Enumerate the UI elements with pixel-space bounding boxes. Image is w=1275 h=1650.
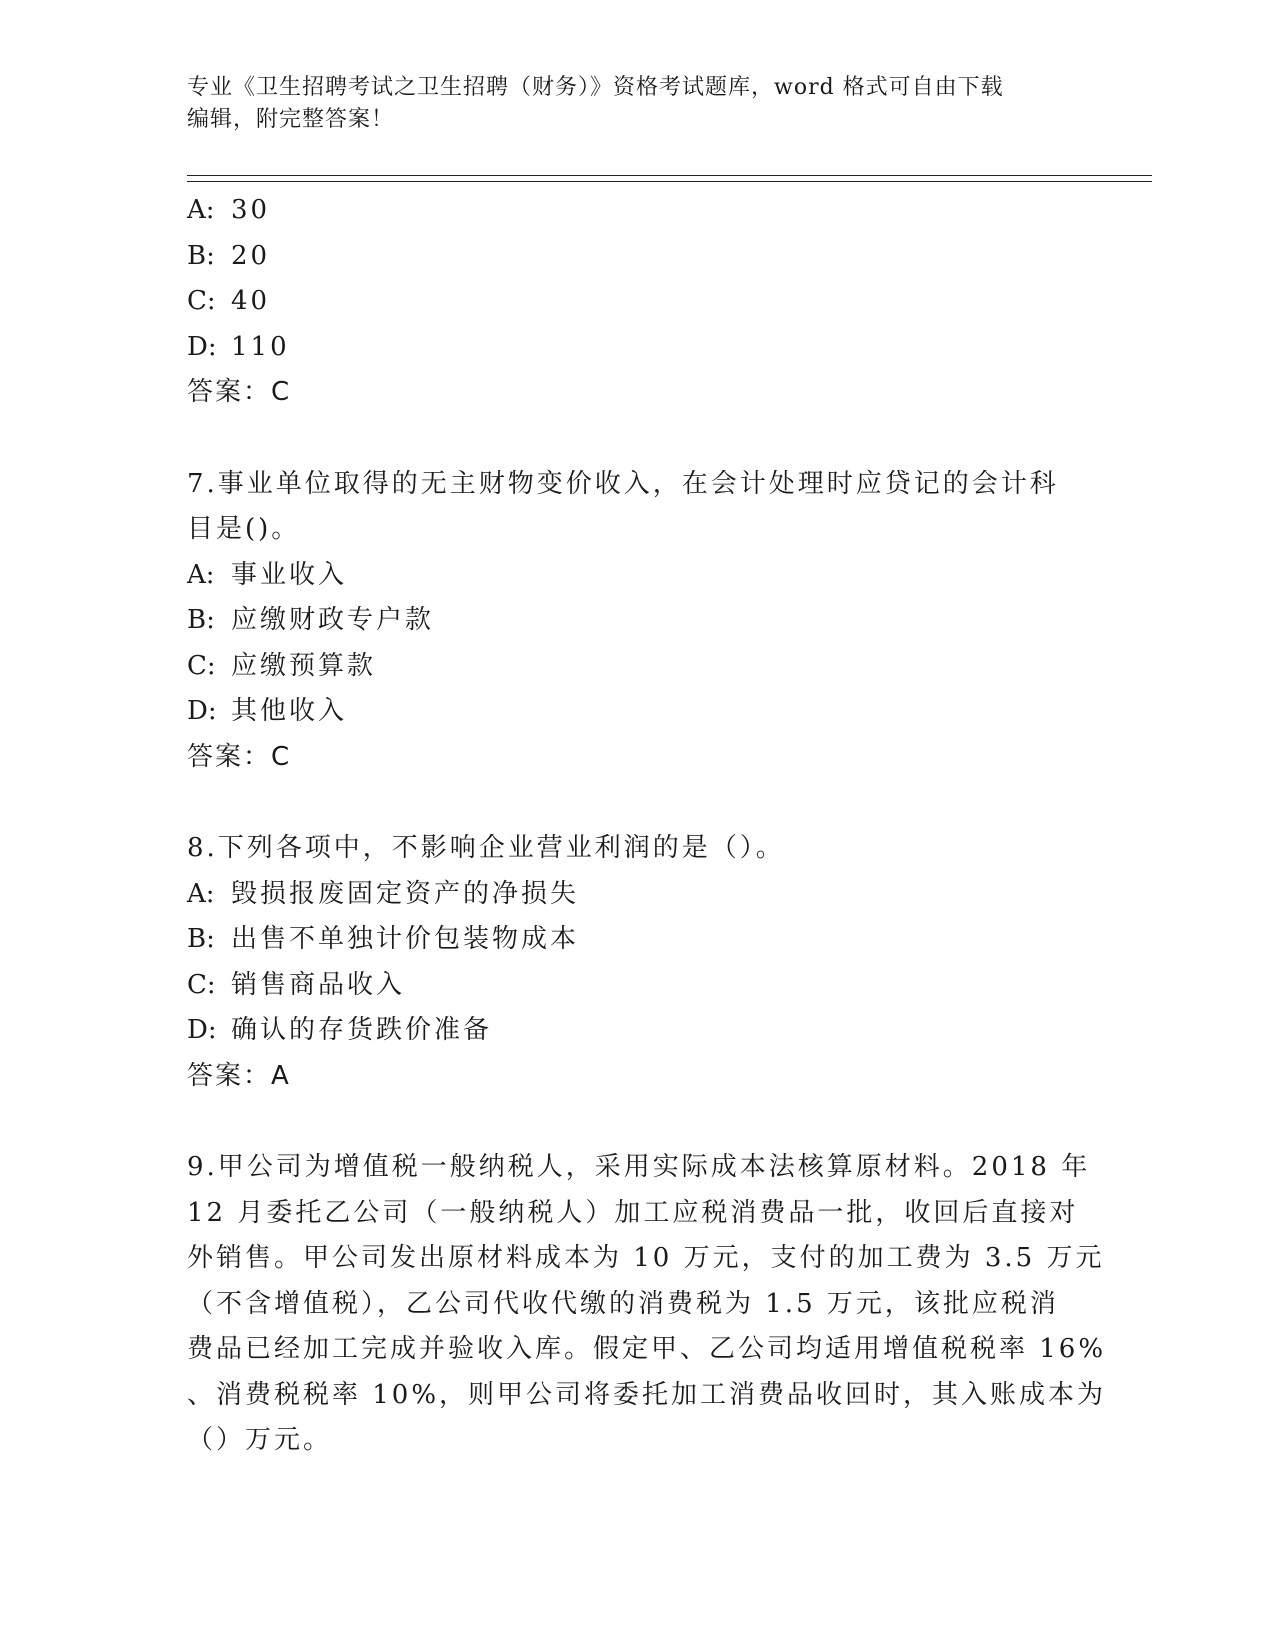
question-stem-line: 7.事业单位取得的无主财物变价收入，在会计处理时应贷记的会计科 <box>187 468 1059 499</box>
option-b <box>187 917 1087 963</box>
option-letter: C: <box>187 969 216 1000</box>
answer: 答案：C <box>187 377 292 407</box>
option-letter: B: <box>187 605 215 635</box>
option-a <box>187 553 1087 599</box>
option-b <box>187 234 1087 280</box>
spacer <box>187 780 1087 826</box>
option-letter: D: <box>187 1015 217 1045</box>
header-line-1: 专业《卫生招聘考试之卫生招聘（财务）》资格考试题库，word 格式可自由下载 <box>187 75 1004 100</box>
option-text: 事业收入 <box>231 559 348 590</box>
option-letter: D: <box>187 696 217 726</box>
document-header <box>187 72 1067 136</box>
spacer <box>187 416 1087 462</box>
option-d <box>187 689 1087 735</box>
option-letter: D: <box>187 331 217 362</box>
option-d <box>187 1008 1087 1054</box>
option-c <box>187 963 1087 1009</box>
option-letter: B: <box>187 240 215 271</box>
question-stem-line: （不含增值税），乙公司代收代缴的消费税为 1.5 万元，该批应税消 <box>187 1288 1059 1319</box>
option-text: 30 <box>231 195 271 225</box>
option-b <box>187 598 1087 644</box>
option-text: 110 <box>231 331 290 362</box>
document-body <box>187 188 1107 1464</box>
header-rule-top <box>187 175 1152 176</box>
option-text: 确认的存货跌价准备 <box>231 1015 493 1045</box>
answer: 答案：A <box>187 1060 291 1091</box>
option-text: 销售商品收入 <box>231 969 406 1000</box>
question-8 <box>187 826 1087 1099</box>
spacer <box>187 1099 1087 1145</box>
question-stem-line: （）万元。 <box>187 1425 333 1455</box>
answer: 答案：C <box>187 741 292 772</box>
question-9 <box>187 1145 1107 1464</box>
option-letter: C: <box>187 650 216 681</box>
option-letter: A: <box>187 559 215 590</box>
option-text: 20 <box>231 240 271 271</box>
option-letter: B: <box>187 924 215 954</box>
option-text: 其他收入 <box>231 696 348 726</box>
option-c <box>187 644 1087 690</box>
question-stem-line: 外销售。甲公司发出原材料成本为 10 万元，支付的加工费为 3.5 万元 <box>187 1243 1105 1273</box>
header-line-2: 编辑，附完整答案！ <box>187 107 395 132</box>
option-a <box>187 188 1087 234</box>
option-letter: A: <box>187 878 215 909</box>
question-stem-line: 8.下列各项中，不影响企业营业利润的是（）。 <box>187 833 785 863</box>
question-7 <box>187 462 1087 781</box>
option-a <box>187 872 1087 918</box>
option-text: 出售不单独计价包装物成本 <box>231 924 580 954</box>
question-stem-line: 12 月委托乙公司（一般纳税人）加工应税消费品一批，收回后直接对 <box>187 1197 1079 1228</box>
header-rule-bottom <box>187 181 1152 182</box>
option-c <box>187 279 1087 325</box>
option-letter: C: <box>187 286 216 316</box>
option-text: 毁损报废固定资产的净损失 <box>231 878 580 909</box>
option-letter: A: <box>187 195 215 225</box>
question-stem-line: 目是()。 <box>187 514 301 544</box>
question-stem-line: 费品已经加工完成并验收入库。假定甲、乙公司均适用增值税税率 16% <box>187 1334 1107 1364</box>
question-6-options <box>187 188 1087 416</box>
option-text: 40 <box>231 286 271 316</box>
option-d <box>187 325 1087 371</box>
question-stem-line: 、消费税税率 10%，则甲公司将委托加工消费品收回时，其入账成本为 <box>187 1379 1107 1410</box>
option-text: 应缴财政专户款 <box>231 605 435 635</box>
option-text: 应缴预算款 <box>231 650 377 681</box>
question-stem-line: 9.甲公司为增值税一般纳税人，采用实际成本法核算原材料。2018 年 <box>187 1152 1091 1182</box>
